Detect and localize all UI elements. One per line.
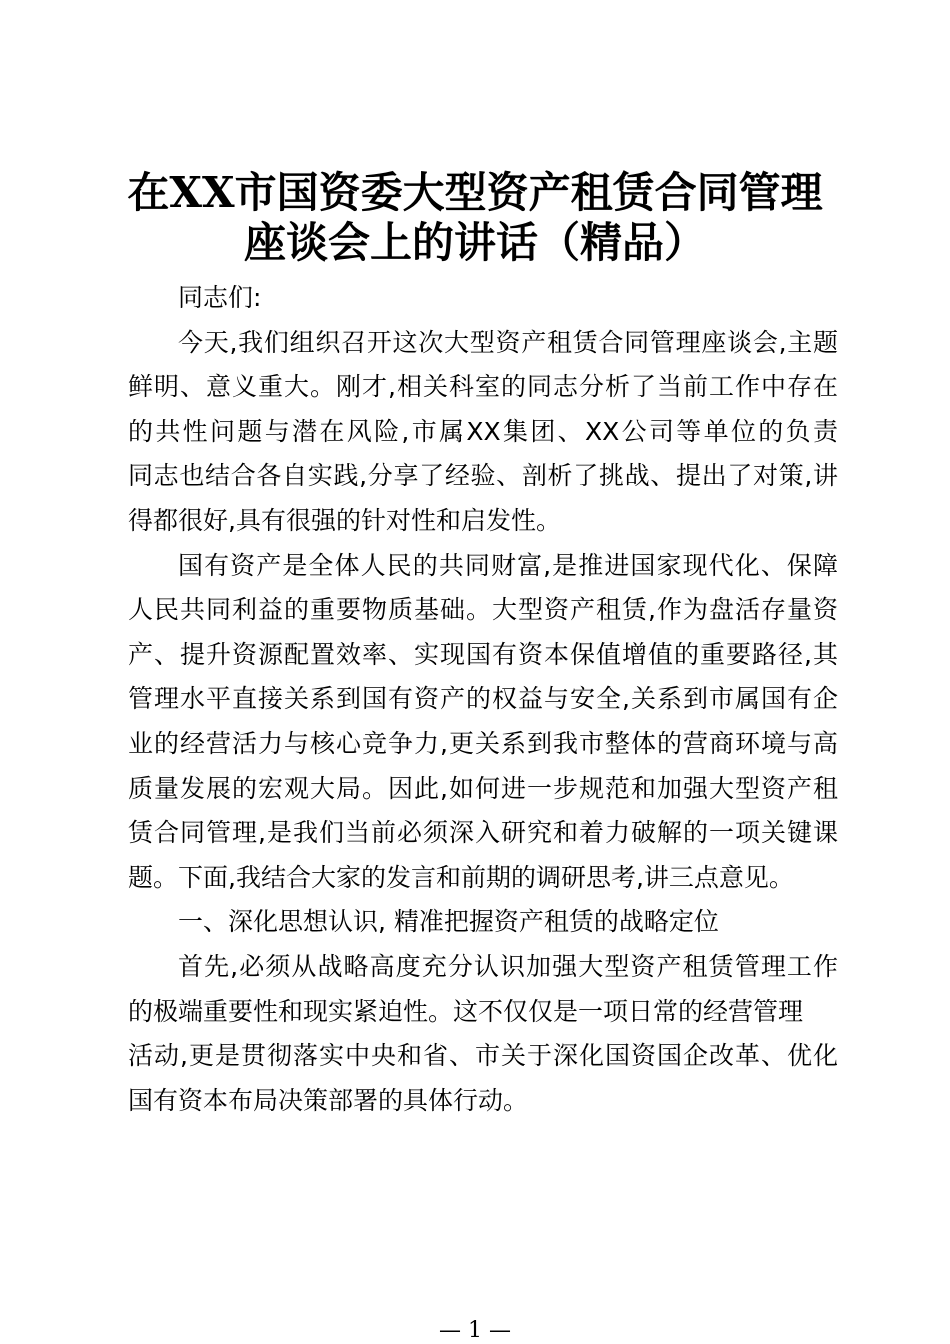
text-line: 管理水平直接关系到国有资产的权益与安全,关系到市属国有企 xyxy=(128,684,838,714)
text-line: 赁合同管理,是我们当前必须深入研究和着力破解的一项关键课 xyxy=(128,818,838,848)
section-heading: 一、深化思想认识, 精准把握资产租赁的战略定位 xyxy=(178,907,719,937)
paragraph-2 xyxy=(128,544,838,901)
text-line: 鲜明、意义重大。刚才,相关科室的同志分析了当前工作中存在 xyxy=(128,372,838,402)
text-line: 活动,更是贯彻落实中央和省、市关于深化国资国企改革、优化 xyxy=(128,1041,838,1071)
text-line: 业的经营活力与核心竞争力,更关系到我市整体的营商环境与高 xyxy=(128,728,838,758)
text-line: 的共性问题与潜在风险,市属XX集团、XX公司等单位的负责 xyxy=(128,416,838,446)
paragraph-1 xyxy=(128,321,838,544)
document-title-line-2: 座谈会上的讲话（精品） xyxy=(243,218,706,267)
text-line: 人民共同利益的重要物质基础。大型资产租赁,作为盘活存量资 xyxy=(128,595,838,625)
text-line: 质量发展的宏观大局。因此,如何进一步规范和加强大型资产租 xyxy=(128,773,838,803)
page-number: — 1 — xyxy=(439,1318,511,1343)
document-title-line-1: 在XX市国资委大型资产租赁合同管理 xyxy=(127,168,823,217)
text-line: 同志也结合各自实践,分享了经验、剖析了挑战、提出了对策,讲 xyxy=(128,461,838,491)
text-line: 产、提升资源配置效率、实现国有资本保值增值的重要路径,其 xyxy=(128,639,838,669)
text-line: 首先,必须从战略高度充分认识加强大型资产租赁管理工作 xyxy=(178,951,838,981)
text-line: 国有资产是全体人民的共同财富,是推进国家现代化、保障 xyxy=(178,550,838,580)
text-line: 国有资本布局决策部署的具体行动。 xyxy=(128,1085,529,1115)
text-line: 题。下面,我结合大家的发言和前期的调研思考,讲三点意见。 xyxy=(128,862,794,892)
text-line: 得都很好,具有很强的针对性和启发性。 xyxy=(128,505,561,535)
paragraph-3 xyxy=(128,945,838,1123)
text-line: 今天,我们组织召开这次大型资产租赁合同管理座谈会,主题 xyxy=(178,327,838,357)
text-line: 的极端重要性和现实紧迫性。这不仅仅是一项日常的经营管理 xyxy=(128,996,804,1026)
document-body xyxy=(128,276,838,1123)
salutation: 同志们: xyxy=(178,283,262,312)
